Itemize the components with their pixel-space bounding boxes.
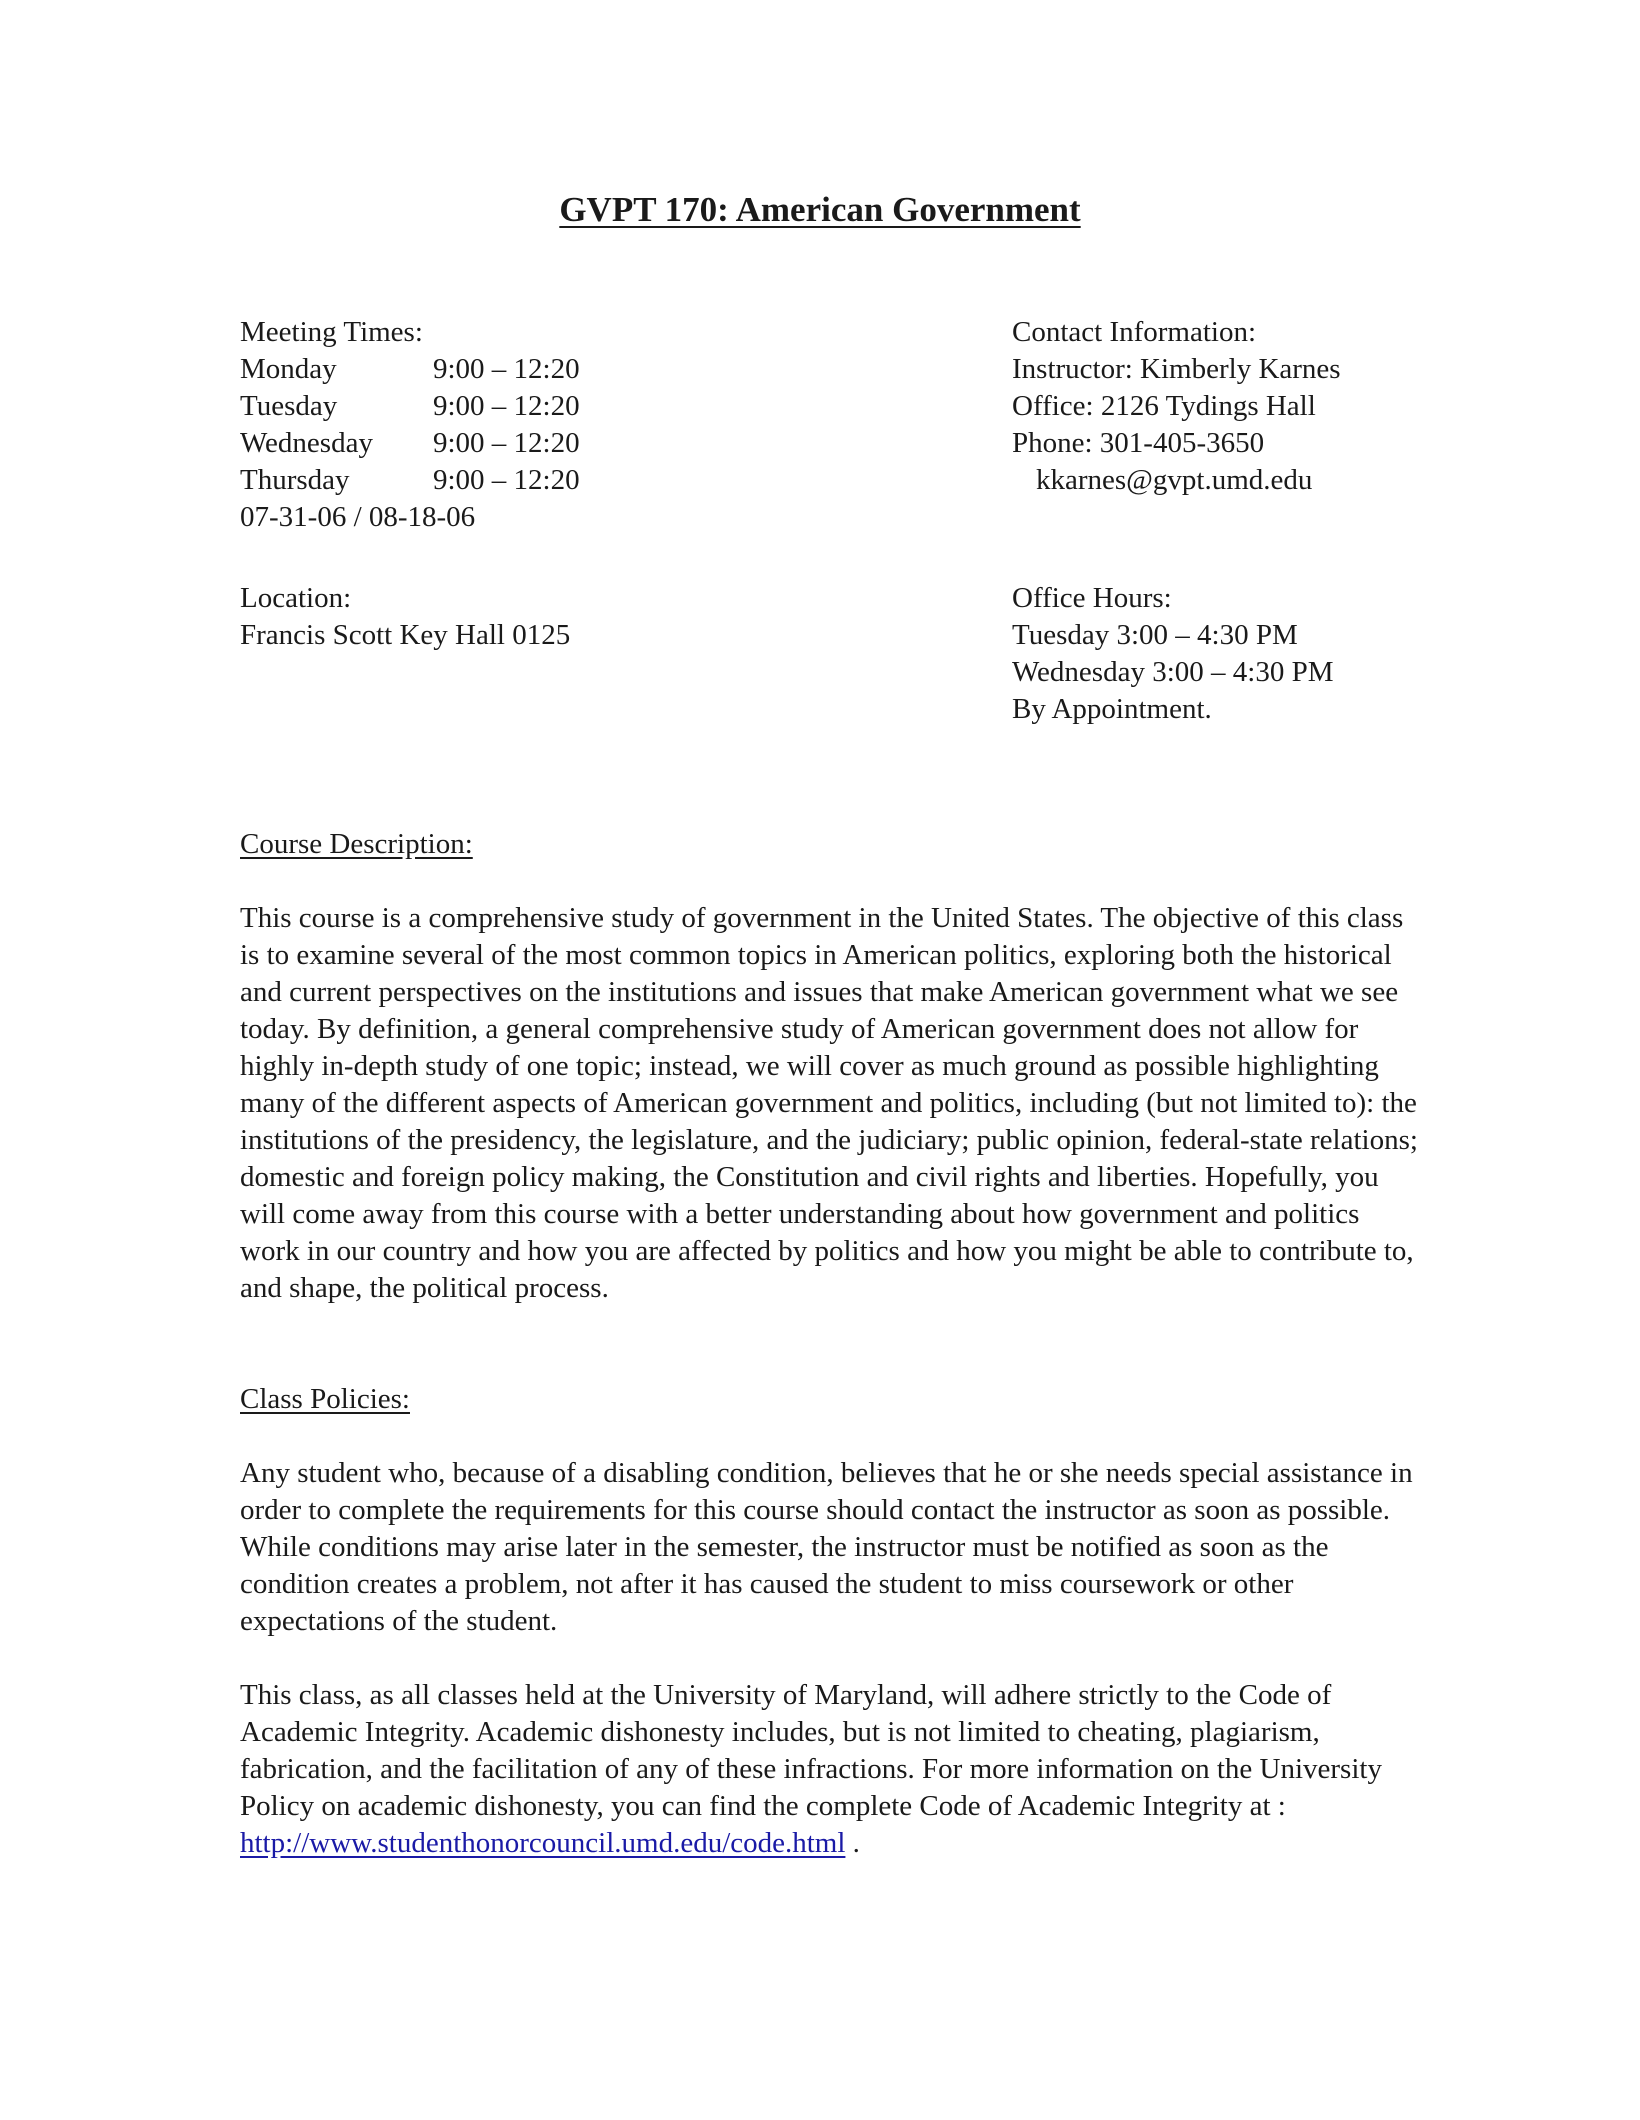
- schedule-day: Tuesday: [240, 390, 338, 422]
- office-hours-label: Office Hours:: [1012, 582, 1172, 614]
- contact-info: [1012, 314, 1572, 728]
- phone-number: Phone: 301-405-3650: [1012, 427, 1265, 459]
- schedule-day: Wednesday: [240, 427, 373, 459]
- email-address: kkarnes@gvpt.umd.edu: [1036, 464, 1313, 496]
- page-title: GVPT 170: American Government: [559, 190, 1081, 229]
- schedule-time: 9:00 – 12:20: [433, 464, 580, 496]
- policy-paragraph-integrity: [240, 1677, 1420, 1862]
- location-value: Francis Scott Key Hall 0125: [240, 619, 571, 651]
- policy-integrity-text: This class, as all classes held at the University of Maryland, will adhere strictly to the Code of Academic Integrity. Academic dishonesty includes, but is not limited to cheating, plagiarism, fabrication, and the facilitation of any of these infractions. For more information on the University Policy on academic dishonesty, you can find the complete Code of Academic Integrity at :: [240, 1679, 1382, 1822]
- meeting-times-label: Meeting Times:: [240, 316, 423, 348]
- meeting-info: [240, 314, 880, 654]
- schedule-row: [240, 462, 880, 499]
- office-hours-line: Wednesday 3:00 – 4:30 PM: [1012, 656, 1334, 688]
- code-of-integrity-link[interactable]: http://www.studenthonorcouncil.umd.edu/code.html: [240, 1827, 846, 1859]
- instructor-name: Instructor: Kimberly Karnes: [1012, 353, 1341, 385]
- link-suffix: .: [845, 1827, 860, 1859]
- schedule-time: 9:00 – 12:20: [433, 390, 580, 422]
- schedule-time: 9:00 – 12:20: [433, 427, 580, 459]
- course-description-section: [240, 826, 1420, 1307]
- schedule-row: [240, 425, 880, 462]
- contact-label: Contact Information:: [1012, 316, 1257, 348]
- office-hours-line: Tuesday 3:00 – 4:30 PM: [1012, 619, 1298, 651]
- office-location: Office: 2126 Tydings Hall: [1012, 390, 1316, 422]
- class-policies-section: [240, 1381, 1420, 1862]
- schedule-row: [240, 388, 880, 425]
- schedule-time: 9:00 – 12:20: [433, 353, 580, 385]
- schedule-row: [240, 351, 880, 388]
- course-description-heading: Course Description:: [240, 828, 473, 860]
- policy-paragraph-disability: Any student who, because of a disabling condition, believes that he or she needs special assistance in order to complete the requirements for this course should contact the instructor as soon as possible. While conditions may arise later in the semester, the instructor must be notified as soon as the condition creates a problem, not after it has caused the student to miss coursework or other expectations of the student.: [240, 1457, 1413, 1637]
- course-description-text: This course is a comprehensive study of government in the United States. The objective of this class is to examine several of the most common topics in American politics, exploring both the historical and current perspectives on the institutions and issues that make American government what we see today. By definition, a general comprehensive study of American government does not allow for highly in-depth study of one topic; instead, we will cover as much ground as possible highlighting many of the different aspects of American government and politics, including (but not limited to): the institutions of the presidency, the legislature, and the judiciary; public opinion, federal-state relations; domestic and foreign policy making, the Constitution and civil rights and liberties. Hopefully, you will come away from this course with a better understanding about how government and politics work in our country and how you are affected by politics and how you might be able to contribute to, and shape, the political process.: [240, 902, 1418, 1304]
- schedule-day: Thursday: [240, 464, 350, 496]
- location-label: Location:: [240, 582, 352, 614]
- meeting-dates: 07-31-06 / 08-18-06: [240, 501, 476, 533]
- schedule-day: Monday: [240, 353, 337, 385]
- office-hours-line: By Appointment.: [1012, 693, 1212, 725]
- class-policies-heading: Class Policies:: [240, 1383, 410, 1415]
